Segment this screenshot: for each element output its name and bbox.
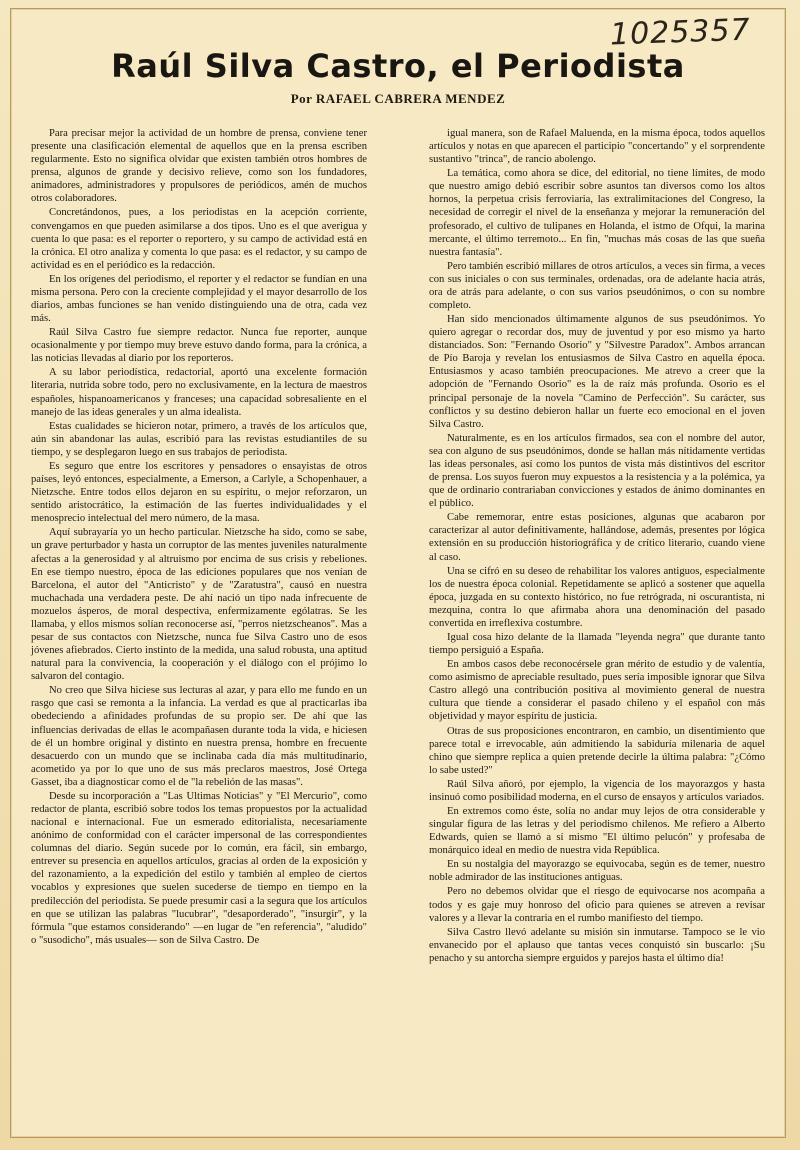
right-column bbox=[429, 127, 765, 966]
paragraph: Para precisar mejor la actividad de un hombre de prensa, conviene tener presente una clasificación elemental de aquellos que en la prensa escriben regularmente. Esto no significa olvidar que existen también otros hombres de prensa, algunos de grande y decisivo relieve, como son los fundadores, animadores, administradores y propulsores de periódicos, amén de muchos otros colaboradores. bbox=[31, 128, 367, 205]
paragraph: Es seguro que entre los escritores y pensadores o ensayistas de otros países, leyó entonces, especialmente, a Emerson, a Carlyle, a Schopenhauer, a Nietzsche. Entre todos ellos dejaron en su espíritu, o mejor reforzaron, un sentido aristocrático, la estimación de las fuertes individualidades y el menosprecio intelectual del mero número, de la masa. bbox=[31, 460, 367, 525]
paragraph: En los orígenes del periodismo, el reporter y el redactor se fundían en una misma persona. Pero con la creciente complejidad y el mayor desarrollo de los diarios, ambas funciones se han venido distinguiendo una de otra, cada vez más. bbox=[31, 273, 367, 325]
paragraph: Desde su incorporación a "Las Ultimas Noticias" y "El Mercurio", como redactor de planta, escribió sobre todos los temas propuestos por la actualidad nacional e internacional. Fue un esmerado editorialista, necesariamente anónimo de conformidad con el carácter impersonal de las correspondientes columnas del diario. Según sucede por lo común, era fácil, sin embargo, entrever su presencia en aquellos artículos, gracias al orden de la exposición y del razonamiento, a la expedición del estilo y también al empleo de ciertos vocablos y expresiones que suelen sucederse de tiempo en tiempo en la predilección del periodista. Se puede presumir casi a la segura que los artículos en que se utilizan las palabras "lucubrar", "desaporderado", "insurgir", y la fórmula "que estamos considerando" —en lugar de "en referencia", "aludido" o "susodicho", más usuales— son de Silva Castro. De bbox=[31, 790, 367, 946]
paragraph: A su labor periodística, redactorial, aportó una excelente formación literaria, nutrida sobre todo, pero no exclusivamente, en la lectura de maestros españoles, hispanoamericanos y franceses; una capacidad sobresaliente en el manejo de las ideas generales y un alma idealista. bbox=[31, 367, 367, 418]
paragraph: No creo que Silva hiciese sus lecturas al azar, y para ello me fundo en un rasgo que casi se remonta a la infancia. La verdad es que al practicarlas iba obedeciendo a afinidades profundas de su propio ser. De ahí que las influencias derivadas de ellas le acompañasen durante toda la vida, e hiciesen de él un hombre original y distinto en nuestra prensa, hombre en frecuente desacuerdo con un mundo que se inclinaba cada día más multitudinario, acometido ya por lo que uno de sus más preclaros maestros, José Ortega Gasset, iba a diagnosticar como el de "la rebelión de las masas". bbox=[31, 685, 367, 788]
paragraph: Raúl Silva Castro fue siempre redactor. Nunca fue reporter, aunque ocasionalmente y por tiempo muy breve estuvo dando forma, para la crónica, a las noticias llevadas al diario por los reporteros. bbox=[31, 327, 367, 365]
paragraph: Naturalmente, es en los artículos firmados, sea con el nombre del autor, sea con alguno de sus pseudónimos, donde se hallan más nítidamente vertidas las ideas personales, así como los puntos de vista más distintivos del escritor de prensa. Los suyos fueron muy expuestos a la resistencia y a la polémica, ya que de ordinario contrariaban convicciones y estados de ánimo dominantes en el público. bbox=[429, 432, 765, 510]
paragraph: Han sido mencionados últimamente algunos de sus pseudónimos. Yo quiero agregar o recordar dos, muy de juventud y por eso mismo ya harto distanciados. Son: "Fernando Osorio" y "Silvestre Paradox". Ambos arrancan de Pío Baroja y revelan los entusiasmos de Silva Castro en aquella época. Entusiasmos y acaso también preocupaciones. Me atrevo a creer que la adopción de "Fernando Osorio" es la de raíz más profunda. Osorio es el principal personaje de la novela "Camino de Perfección". Su carácter, sus conflictos y su destino debieron hallar un fuerte eco emocional en el joven Silva Castro. bbox=[429, 314, 765, 430]
paragraph: Pero también escribió millares de otros artículos, a veces sin firma, a veces con sus iniciales o con sus terminales, ordenadas, ora de adelante hacia atrás, ora de atrás para adelante, o con sus varios pseudónimos, o con su nombre completo. bbox=[429, 260, 765, 312]
paragraph: Otras de sus proposiciones encontraron, en cambio, un disentimiento que parece total e irrevocable, aún admitiendo la sabiduría milenaria de aquel chino que siempre replica a quien pretende decirle la última palabra: "¿Cómo lo sabe usted?" bbox=[429, 725, 765, 776]
paragraph: Aquí subrayaría yo un hecho particular. Nietzsche ha sido, como se sabe, un grave perturbador y hasta un corruptor de las mentes juveniles naturalmente afectas a la generosidad y al altruismo por encima de sus crisis y rebeliones. En ese tiempo nuestro, época de las ediciones populares que nos venían de Barcelona, el autor del "Anticristo" y de "Zaratustra", causó en nuestra muchachada una verdadera peste. De ahí nació un tipo nada infrecuente de mozuelos ásperos, de moral despectiva, enfermizamente ególatras. Se les llamaba, y ellos mismos solían reconocerse así, "perros nietzscheanos". Mas a pesar de sus contactos con Nietzsche, nunca fue Silva Castro uno de esos jóvenes afiebrados. Cierto instinto de la medida, una salud robusta, una aptitud natural para la convivencia, la cooperación y el diálogo con el prójimo lo salvaron del contagio. bbox=[31, 527, 367, 683]
left-column bbox=[31, 127, 367, 948]
newspaper-clipping bbox=[10, 8, 786, 1138]
catalog-number: 1025357 bbox=[609, 12, 752, 53]
article-byline: Por RAFAEL CABRERA MENDEZ bbox=[290, 91, 506, 106]
paragraph: Una se cifró en su deseo de rehabilitar los valores antiguos, especialmente los de nuestra época colonial. Repetidamente se aplicó a sostener que aquella época, juzgada en su contexto histórico, no fue retrógrada, ni oscurantista, ni mezquina, contra lo que afirmaba ahora una denominación del pasado convertida en irreflexiva costumbre. bbox=[429, 565, 765, 629]
paragraph: En extremos como éste, solía no andar muy lejos de otra considerable y singular figura de las letras y del periodismo chilenos. Me refiero a Alberto Edwards, quien se llamó a sí mismo "El último pelucón" y profesaba de monárquico ideal en medio de nuestra vida República. bbox=[429, 805, 765, 857]
paragraph: En su nostalgia del mayorazgo se equivocaba, según es de temer, nuestro noble admirador de las instituciones antiguas. bbox=[429, 859, 765, 884]
paragraph: Pero no debemos olvidar que el riesgo de equivocarse nos acompaña a todos y es gaje muy honroso del oficio para quienes se atreven a revisar valores y a llevar la contraria en el rumbo manifiesto del tiempo. bbox=[429, 886, 765, 924]
paragraph: Concretándonos, pues, a los periodistas en la acepción corriente, convengamos en que pueden asimilarse a dos tipos. Uno es el que averigua y cuenta lo que pasa: es el reporter o reportero, y su campo de actividad está en la crónica. El otro analiza y comenta lo que pasa: es el redactor, y su campo de actividad es en el periódico es la redacción. bbox=[31, 207, 367, 271]
paragraph: Estas cualidades se hicieron notar, primero, a través de los artículos que, aún sin abandonar las aulas, escribió para las revistas estudiantiles de su tiempo, y se desplegaron luego en sus trabajos de periodista. bbox=[31, 420, 367, 458]
paragraph: La temática, como ahora se dice, del editorial, no tiene límites, de modo que nuestro amigo debió escribir sobre asuntos tan diversos como los altos hornos, la perpetua crisis ferroviaria, las extralimitaciones del Congreso, la necesidad de corregir el nivel de la enseñanza y mejorar la remuneración del profesorado, el cultivo de tulipanes en Holanda, el istmo de Ofqui, la marina mercante, el último terremoto... En fin, "muchas más cosas de las que sueña nuestra fantasía". bbox=[429, 168, 765, 258]
paragraph: Igual cosa hizo delante de la llamada "leyenda negra" que durante tanto tiempo persiguió a España. bbox=[429, 631, 765, 657]
paragraph: En ambos casos debe reconocérsele gran mérito de estudio y de valentía, como asimismo de apreciable resultado, pues sería imposible ignorar que Silva Castro allegó una contribución positiva al movimiento general de nuestra cultura que tiende a considerar el pasado chileno y el español con más objetividad y mayor espíritu de justicia. bbox=[429, 659, 765, 723]
article-title: Raúl Silva Castro, el Periodista bbox=[111, 47, 685, 85]
paragraph: Silva Castro llevó adelante su misión sin inmutarse. Tampoco se le vio envanecido por el aplauso que tantas veces conquistó sin buscarlo: ¡Su penacho y su antorcha siempre erguidos y parejos hasta el último día! bbox=[429, 926, 765, 964]
paragraph: igual manera, son de Rafael Maluenda, en la misma época, todos aquellos artículos y notas en que aparecen el participio "concertando" y el sorprendente sustantivo "trinca", de rancio abolengo. bbox=[429, 128, 765, 166]
paragraph: Cabe rememorar, entre estas posiciones, algunas que acabaron por caracterizar al autor definitivamente, hallándose, además, presentes por lógica extensión en su producción historiográfica y de crítico literario, cuando viene al caso. bbox=[429, 512, 765, 563]
paragraph: Raúl Silva añoró, por ejemplo, la vigencia de los mayorazgos y hasta insinuó como posibilidad moderna, en el curso de ensayos y artículos variados. bbox=[429, 778, 765, 803]
